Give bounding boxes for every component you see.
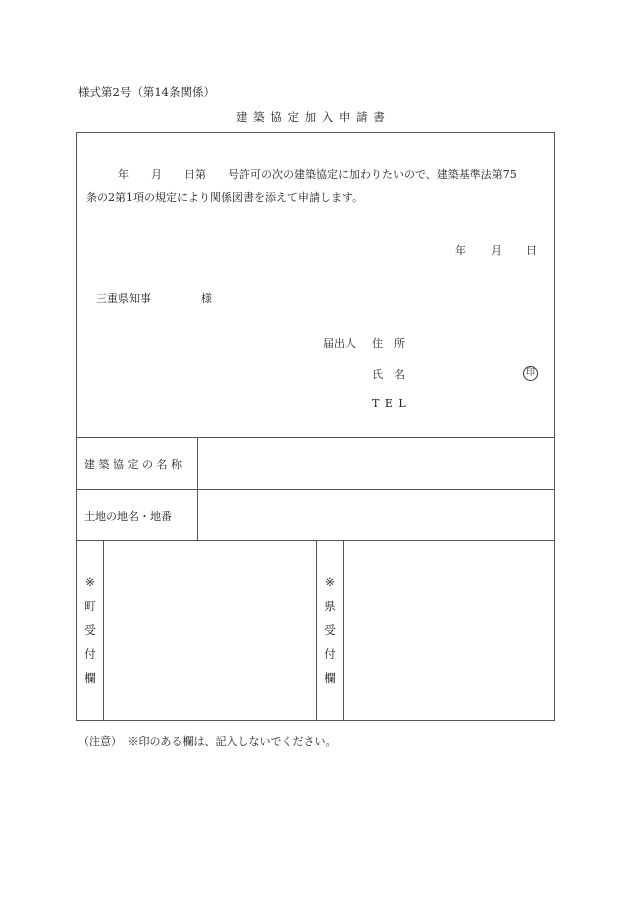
seal-mark: 印 xyxy=(523,366,538,381)
town-char-4: 欄 xyxy=(84,671,96,685)
request-text-line1: 年 月 日第 号許可の次の建築協定に加わりたいので、建築基準法第75 xyxy=(118,168,517,181)
request-text-line2: 条の2第1項の規定により関係図書を添えて申請します。 xyxy=(86,191,364,204)
tel-label: T E L xyxy=(372,397,407,410)
land-lot-field[interactable] xyxy=(198,490,554,540)
pref-char-0: ※ xyxy=(325,575,335,589)
town-char-1: 町 xyxy=(84,599,96,613)
addressee-honorific: 様 xyxy=(201,292,212,305)
address-label: 住 所 xyxy=(372,337,405,350)
addressee: 三重県知事 xyxy=(96,292,151,305)
date-month: 月 xyxy=(491,244,502,257)
pref-char-1: 県 xyxy=(324,599,336,613)
town-reception-label xyxy=(80,570,100,690)
pref-char-4: 欄 xyxy=(324,671,336,685)
pref-char-2: 受 xyxy=(324,623,336,637)
form-number: 様式第2号（第14条関係） xyxy=(78,85,215,99)
pref-reception-label xyxy=(320,570,340,690)
pref-char-3: 付 xyxy=(324,647,336,661)
town-char-3: 付 xyxy=(84,647,96,661)
name-label: 氏 名 xyxy=(372,368,405,381)
footnote: （注意） ※印のある欄は、記入しないでください。 xyxy=(78,735,337,748)
applicant-label: 届出人 xyxy=(323,337,356,350)
date-year: 年 xyxy=(455,244,466,257)
pref-reception-field xyxy=(344,541,554,721)
agreement-name-label: 建 築 協 定 の 名 称 xyxy=(84,458,182,471)
document-title: 建 築 協 定 加 入 申 請 書 xyxy=(236,110,386,124)
date-day: 日 xyxy=(526,244,537,257)
town-reception-field xyxy=(104,541,316,721)
agreement-name-field[interactable] xyxy=(198,438,554,489)
land-lot-label: 土地の地名・地番 xyxy=(84,510,172,523)
divider-middle xyxy=(316,540,317,721)
town-char-0: ※ xyxy=(85,575,95,589)
town-char-2: 受 xyxy=(84,623,96,637)
